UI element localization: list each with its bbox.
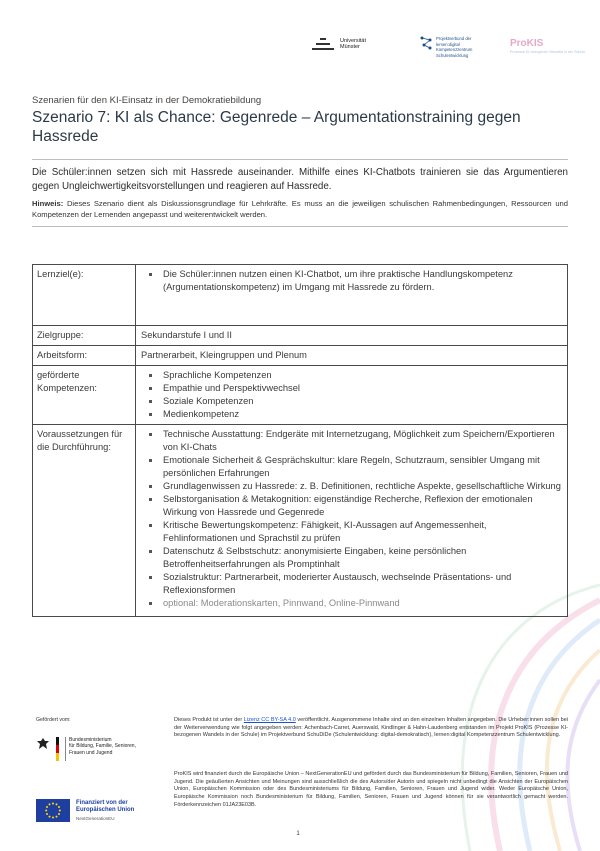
table-row-voraussetzungen xyxy=(33,425,568,617)
bmfsfj-logo xyxy=(36,737,136,761)
value-lernziel xyxy=(136,265,568,326)
list-item: Sozialstruktur: Partnerarbeit, moderierter Austausch, wechselnde Präsentations- und Reflexionsformen xyxy=(163,571,562,597)
label-zielgruppe: Zielgruppe: xyxy=(33,326,136,346)
hint-text: Dieses Szenario dient als Diskussionsgrundlage für Lehrkräfte. Es muss an die jeweiligen schulischen Rahmenbedingungen, Ressourcen und Kompetenzen der Lernenden angepasst und weiterentwickelt werden. xyxy=(32,199,568,219)
university-mark-icon xyxy=(312,36,334,52)
label-voraussetzungen: Voraussetzungen für die Durchführung: xyxy=(33,425,136,617)
value-voraussetzungen xyxy=(136,425,568,617)
network-icon xyxy=(420,36,432,50)
table-row-kompetenzen xyxy=(33,366,568,425)
list-item: Selbstorganisation & Metakognition: eigenständige Recherche, Reflexion der emotionalen Wirkung von Hassrede und Gegenrede xyxy=(163,493,562,519)
prokis-logo xyxy=(510,38,585,54)
scenario-table xyxy=(32,264,568,617)
list-item-optional: optional: Moderationskarten, Pinnwand, Online-Pinnwand xyxy=(163,597,562,610)
eu-nextgen: NextGenerationEU xyxy=(76,816,115,821)
intro-text: Die Schüler:innen setzen sich mit Hassrede auseinander. Mithilfe eines KI-Chatbots trainieren sie das Argumentieren gegen Ungleichwertigkeitsvorstellungen und reagieren auf Hassrede. xyxy=(32,167,568,192)
table-row-zielgruppe xyxy=(33,326,568,346)
list-item: Die Schüler:innen nutzen einen KI-Chatbot, um ihre praktische Handlungskompetenz (Argumentationskompetenz) im Umgang mit Hassrede zu fördern. xyxy=(163,268,562,294)
kompetenz-line3: Kompetenzzentrum xyxy=(436,47,473,52)
federal-eagle-icon xyxy=(36,737,50,751)
label-lernziel: Lernziel(e): xyxy=(33,265,136,326)
list-item: Soziale Kompetenzen xyxy=(163,395,562,408)
list-item: Kritische Bewertungskompetenz: Fähigkeit, KI-Aussagen auf Angemessenheit, Fehlinformationen und Sprachstil zu prüfen xyxy=(163,519,562,545)
license-pre: Dieses Produkt ist unter der xyxy=(174,717,244,723)
page-title: Szenario 7: KI als Chance: Gegenrede – Argumentationstraining gegen Hassrede xyxy=(32,109,521,145)
hint-label: Hinweis: xyxy=(32,199,64,208)
funded-by-label: Gefördert vom: xyxy=(36,717,71,723)
eu-line2: Europäischen Union xyxy=(76,807,135,813)
series-kicker: Szenarien für den KI-Einsatz in der Demokratiebildung xyxy=(32,95,262,106)
university-name-line1: Universität xyxy=(340,37,366,44)
prokis-tagline: Prozesse KI-bezogenen Wandels in der Schule xyxy=(510,50,586,54)
hint-paragraph xyxy=(32,198,568,220)
label-kompetenzen: geförderte Kompetenzen: xyxy=(33,366,136,425)
kompetenz-line4: Schulentwicklung xyxy=(436,52,469,58)
license-text xyxy=(174,717,568,740)
eu-line1: Finanziert von der xyxy=(76,800,128,806)
list-item: Medienkompetenz xyxy=(163,408,562,421)
intro-divider xyxy=(32,226,568,227)
german-flag-icon xyxy=(56,737,59,761)
kompetenz-line1: Projektverbund der xyxy=(436,36,472,41)
bmfsfj-line1: Bundesministerium xyxy=(69,737,112,743)
license-link[interactable]: Lizenz CC BY-SA 4.0 xyxy=(243,717,296,723)
bmfsfj-line2: für Bildung, Familie, Senioren, xyxy=(69,743,136,750)
bmfsfj-line3: Frauen und Jugend xyxy=(69,749,113,756)
list-item: Sprachliche Kompetenzen xyxy=(163,369,562,382)
university-name-line2: Münster xyxy=(340,44,360,50)
kompetenzzentrum-logo xyxy=(420,36,472,58)
university-logo xyxy=(312,36,366,52)
list-item: Empathie und Perspektivwechsel xyxy=(163,382,562,395)
kompetenz-line2: lernen:digital xyxy=(436,41,460,47)
table-row-arbeitsform xyxy=(33,346,568,366)
list-item: Technische Ausstattung: Endgeräte mit Internetzugang, Möglichkeit zum Speichern/Exportieren von KI-Chats xyxy=(163,428,562,454)
label-arbeitsform: Arbeitsform: xyxy=(33,346,136,366)
license-post: veröffentlicht. Ausgenommene Inhalte sind an den einzelnen Inhalten angegeben. Die Urheber:innen sollen bei der Weiterverwendung wie folgt angegeben werden: Achenbach-Carret, Auerswald, Kindlinger & Hahn-Laudenberg entstanden im Projekt ProKIS (Prozesse KI-bezogenen Wandels in der Schule) im Projektverbund SchuDiDe (Schulentwicklung: digital-demokratisch), lernen:digital Kompetenzzentrum Schulentwicklung. xyxy=(174,717,568,739)
value-kompetenzen xyxy=(136,366,568,425)
list-item: Emotionale Sicherheit & Gesprächskultur: klare Regeln, Schutzraum, sensibler Umgang mit persönlichen Erfahrungen xyxy=(163,454,562,480)
funding-text: ProKIS wird finanziert durch die Europäische Union – NextGenerationEU und gefördert durch das Bundesministerium für Bildung, Familien, Senioren, Frauen und Jugend. Die geäußerten Ansichten und Meinungen sind ausschließlich die des Autors/der Autorin und spiegeln nicht unbedingt die Ansichten der Europäischen Union, Europäischen Kommission oder des Bundesministeriums für Bildung, Familien, Senioren, Frauen und Jugend wider. Weder Europäische Union, Europäische Kommission noch Bundesministerium für Bildung, Familien, Senioren, Frauen und Jugend können für sie verantwortlich gemacht werden. Förderkennzeichen 01JA23E03B. xyxy=(174,771,568,808)
list-item: Grundlagenwissen zu Hassrede: z. B. Definitionen, rechtliche Aspekte, gesellschaftliche Wirkung xyxy=(163,481,561,491)
list-item: Datenschutz & Selbstschutz: anonymisierte Eingaben, keine persönlichen Betroffenheitserfahrungen als Promptinhalt xyxy=(163,545,562,571)
value-arbeitsform: Partnerarbeit, Kleingruppen und Plenum xyxy=(136,346,568,366)
table-row-lernziel xyxy=(33,265,568,326)
prokis-name: ProKIS xyxy=(510,38,544,49)
eu-logo xyxy=(36,799,134,822)
page-number: 1 xyxy=(296,831,300,837)
value-zielgruppe: Sekundarstufe I und II xyxy=(136,326,568,346)
title-divider xyxy=(32,159,568,160)
eu-flag-icon xyxy=(36,799,70,822)
